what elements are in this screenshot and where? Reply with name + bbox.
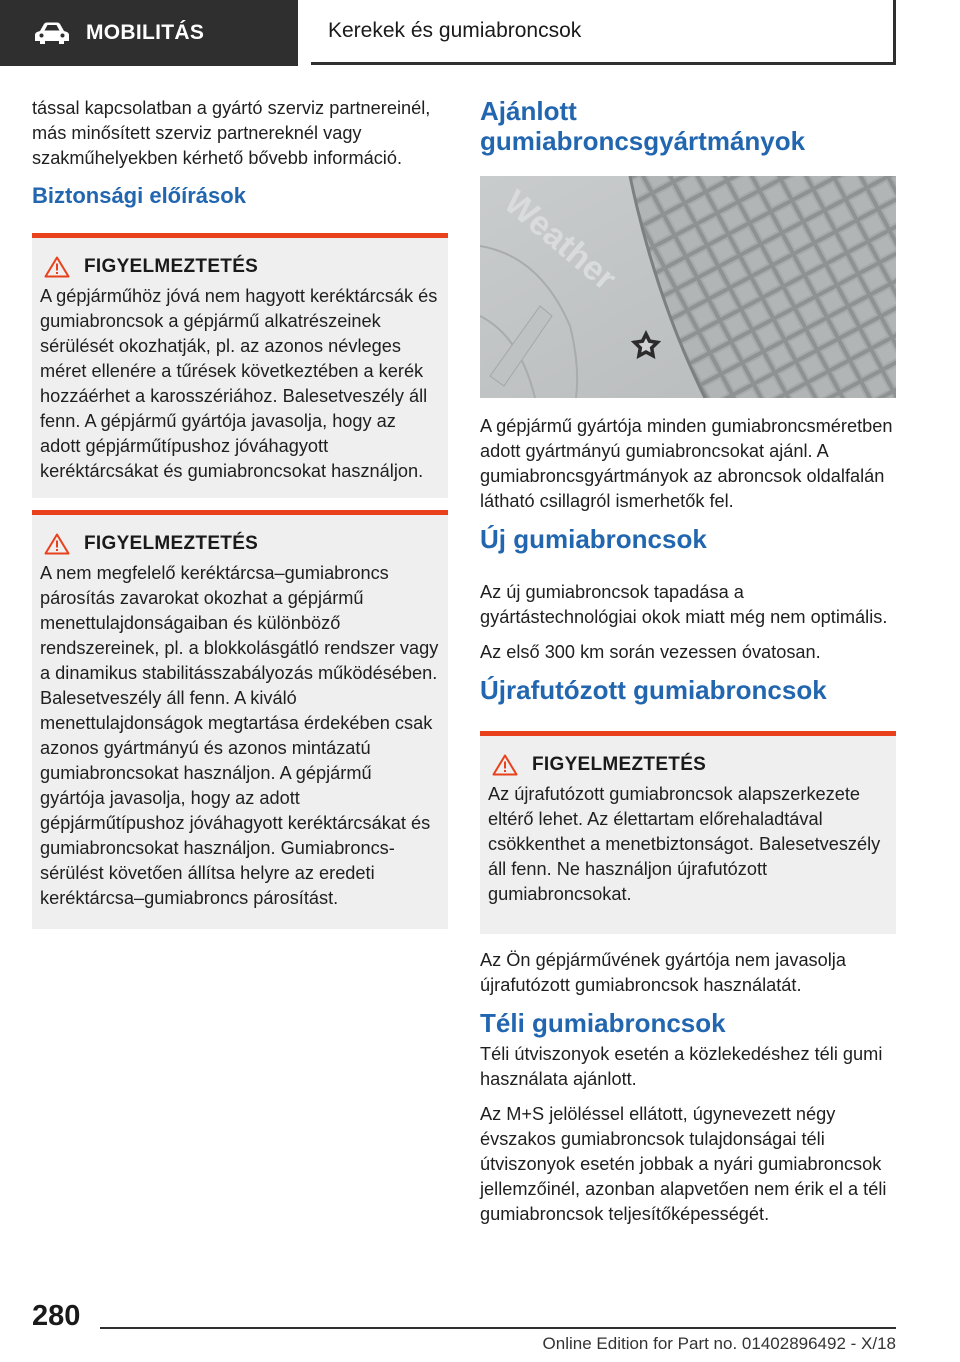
warning-box	[32, 510, 448, 929]
warning-triangle-icon	[44, 533, 70, 555]
intro-paragraph: tással kapcsolatban a gyártó szerviz partnereinél, más minősített szerviz partnereknél vagy szakműhelyekben kérhető bővebb információ.	[32, 98, 431, 168]
page-header	[0, 0, 896, 66]
warning-title: FIGYELMEZTETÉS	[84, 256, 259, 277]
section-tab	[0, 0, 298, 66]
retread-tires-heading: Újrafutózott gumiabroncsok	[480, 675, 827, 705]
new-tires-text: Az első 300 km során vezessen óvatosan.	[480, 642, 821, 662]
winter-tires-text: Az M+S jelöléssel ellátott, úgynevezett négy évszakos gumiabroncsok tulajdonságai téli útviszonyok esetén jobbak a nyári gumiabroncsok jellemzőinél, azonban alapvetően nem érik el a téli gumiabroncsok teljesítőképességét.	[480, 1104, 887, 1224]
right-column	[480, 96, 896, 1237]
chapter-title: Kerekek és gumiabroncsok	[328, 19, 582, 42]
left-column	[32, 96, 448, 929]
edition-note: Online Edition for Part no. 01402896492 - X/18	[542, 1334, 896, 1353]
chapter-tab	[311, 0, 896, 65]
section-title: MOBILITÁS	[86, 21, 205, 44]
footer-divider	[100, 1327, 896, 1329]
safety-heading: Biztonsági előírások	[32, 183, 246, 208]
warning-text: A nem megfelelő keréktárcsa–gumiabroncs párosítás zavarokat okozhat a gépjármű menettulajdonságaiban és különböző rendszereinek, pl. a blokkolásgátló rendszer vagy a dinamikus stabilitásszabályozás működésében. Balesetveszély áll fenn. A kiváló menettulajdonságok megtartása érdekében csak azonos gyártmányú és azonos mintázatú gumiabroncsokat használjon. A gépjármű gyártója javasolja, hogy az adott gépjárműtípushoz jóváhagyott keréktárcsákat és gumiabroncsokat használjon. Gumiabroncs-sérülést követően állítsa helyre az eredeti keréktárcsa–gumiabroncs párosítást.	[40, 563, 439, 908]
new-tires-heading: Új gumiabroncsok	[480, 524, 707, 554]
warning-box	[32, 233, 448, 498]
recommended-brands-text: A gépjármű gyártója minden gumiabroncsméretben adott gyártmányú gumiabroncsokat ajánl. A gumiabroncsgyártmányok az abroncsok oldalfalán látható csillagról ismerhetők fel.	[480, 416, 893, 511]
warning-text: A gépjárműhöz jóvá nem hagyott keréktárcsák és gumiabroncsok a gépjármű alkatrészeinek sérülését okozhatják, pl. az azonos névleges méret ellenére a tűrések következtében a kerék hozzáérhet a karosszériához. Balesetveszély áll fenn. A gépjármű gyártója javasolja, hogy az adott gépjárműtípushoz jóváhagyott keréktárcsákat és gumiabroncsokat használjon.	[40, 286, 438, 481]
warning-triangle-icon	[492, 754, 518, 776]
tire-illustration	[480, 176, 896, 398]
warning-box	[480, 731, 896, 934]
retread-tires-text: Az Ön gépjárművének gyártója nem javasolja újrafutózott gumiabroncsok használatát.	[480, 950, 846, 995]
warning-triangle-icon	[44, 256, 70, 278]
car-icon	[34, 21, 70, 45]
new-tires-text: Az új gumiabroncsok tapadása a gyártástechnológiai okok miatt még nem optimális.	[480, 582, 888, 627]
winter-tires-text: Téli útviszonyok esetén a közlekedéshez téli gumi használata ajánlott.	[480, 1044, 883, 1089]
warning-text: Az újrafutózott gumiabroncsok alapszerkezete eltérő lehet. Az élettartam előrehaladtával csökkenthet a menetbiztonságot. Balesetveszély áll fenn. Ne használjon újrafutózott gumiabroncsokat.	[488, 784, 881, 904]
warning-title: FIGYELMEZTETÉS	[84, 533, 259, 554]
sidewall-text: Weather	[496, 183, 624, 298]
winter-tires-heading: Téli gumiabroncsok	[480, 1008, 726, 1038]
recommended-brands-heading: Ajánlott gumiabroncsgyártmányok	[480, 96, 806, 156]
page-number: 280	[32, 1300, 81, 1332]
warning-title: FIGYELMEZTETÉS	[532, 754, 707, 775]
page-footer	[32, 1300, 896, 1353]
